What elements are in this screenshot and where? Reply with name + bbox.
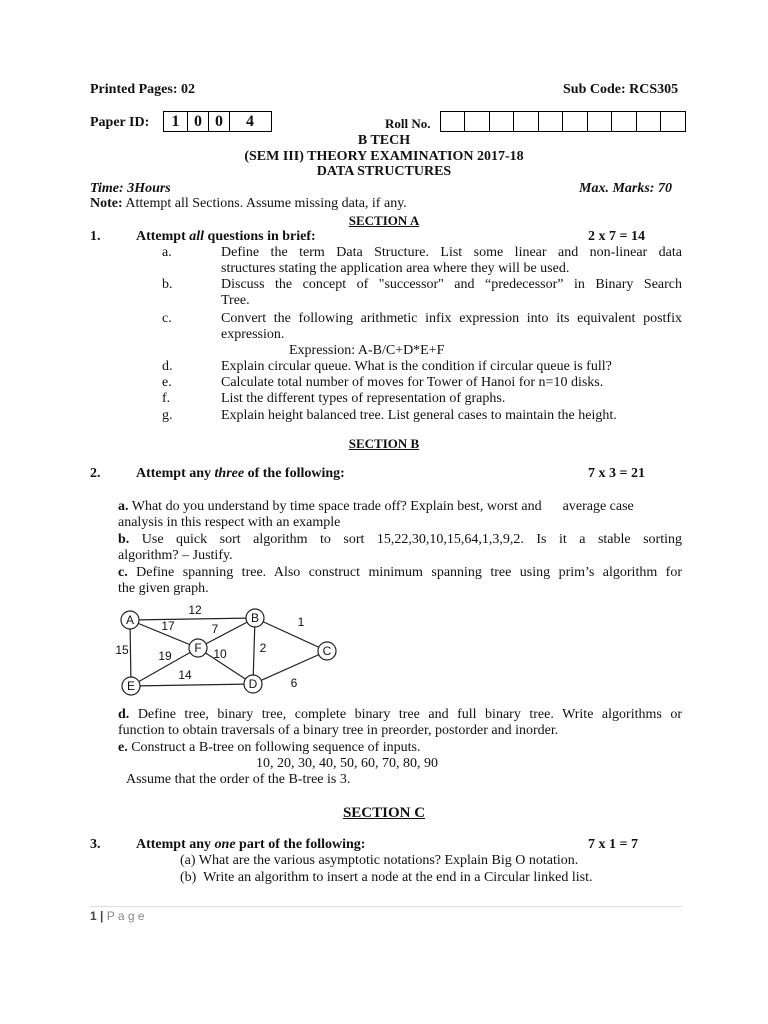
node-label: F [194,641,202,655]
section-b-heading: SECTION B [348,436,420,451]
q-text: questions in brief: [204,229,316,244]
paper-id-digit: 4 [246,113,254,130]
part-option: (a) What are the various asymptotic notations? Explain Big O notation. [180,853,579,868]
roll-no-cell[interactable] [514,112,539,131]
part-option: (b) Write an algorithm to insert a node at the end in a Circular linked list. [180,870,593,885]
part-text: Define tree, binary tree, complete binary tree and full binary tree. Write algorithms or [129,707,682,722]
edge-weight-label: 7 [211,622,219,636]
item-label: g. [162,408,173,423]
exam-title: (SEM III) THEORY EXAMINATION 2017-18 [244,149,524,164]
edge-a-b [130,618,255,620]
weighted-graph-diagram [110,598,350,700]
question-number: 1. [90,229,101,244]
item-label: b. [162,277,173,292]
part-text: Define spanning tree. Also construct minimum spanning tree using prim’s algorithm for [127,565,682,580]
roll-no-cell[interactable] [441,112,465,131]
roll-no-cell[interactable] [563,112,588,131]
item-text: Convert the following arithmetic infix expression into its equivalent postfix [221,311,682,326]
node-label: C [322,644,332,658]
node-label: E [126,679,136,693]
expression: Expression: A-B/C+D*E+F [289,343,445,358]
part-label: d. [118,707,130,722]
max-marks: Max. Marks: 70 [579,181,672,196]
note-label: Note: [90,196,123,211]
question-instruction [136,229,316,245]
roll-no-cell[interactable] [539,112,563,131]
roll-no-cell[interactable] [612,112,637,131]
q-text: Attempt any [136,466,215,481]
item-label: c. [162,311,172,326]
question-marks: 7 x 1 = 7 [588,837,638,852]
question-number: 2. [90,466,101,481]
part-b [118,532,682,548]
note-text: Attempt all Sections. Assume missing data, if any. [122,196,407,211]
part-a [118,499,634,515]
edge-e-d [131,684,253,686]
edge-a-e [130,620,131,686]
page-footer [90,909,145,923]
part-label: e. [118,740,128,755]
item-text: Define the term Data Structure. List some linear and non-linear data [221,245,682,260]
roll-no-cell[interactable] [465,112,490,131]
question-marks: 2 x 7 = 14 [588,229,645,244]
q-emphasis: three [214,466,245,481]
question-instruction [136,466,345,482]
paper-id-digit: 0 [209,112,230,131]
part-c [118,565,682,581]
part-label: c. [118,565,128,580]
part-text: Use quick sort algorithm to sort 15,22,30,10,15,64,1,3,9,2. Is it a stable sorting [129,532,682,547]
edge-b-d [253,618,255,684]
time-allowed: Time: 3Hours [90,181,171,196]
instructions-note [90,196,407,212]
paper-id-box [163,111,272,132]
item-text: Explain height balanced tree. List general cases to maintain the height. [221,408,617,423]
course-title: B TECH [357,133,411,148]
question-marks: 7 x 3 = 21 [588,466,645,481]
roll-no-cell[interactable] [637,112,661,131]
q-text: Attempt any [136,837,215,852]
edge-weight-label: 17 [161,619,175,633]
part-label: b. [118,532,130,547]
part-b-cont: algorithm? – Justify. [118,548,233,563]
part-label: a. [118,499,129,514]
input-sequence: 10, 20, 30, 40, 50, 60, 70, 80, 90 [256,756,438,771]
roll-no-cell[interactable] [661,112,685,131]
roll-no-box[interactable] [440,111,686,132]
item-label: d. [162,359,173,374]
roll-no-cell[interactable] [490,112,514,131]
q-text: part of the following: [235,837,366,852]
page-number: 1 [90,909,97,923]
paper-id-digit: 1 [164,112,188,131]
edge-weight-label: 1 [297,615,305,629]
roll-no-cell[interactable] [588,112,612,131]
btree-order-note: Assume that the order of the B-tree is 3. [126,772,351,787]
edge-weight-label: 2 [259,641,267,655]
part-e [118,740,421,756]
section-c-heading: SECTION C [342,805,426,821]
q-emphasis: all [189,229,205,244]
item-label: f. [162,391,171,406]
node-label: A [125,613,135,627]
q-text: Attempt [136,229,190,244]
subject-title: DATA STRUCTURES [316,164,452,179]
question-instruction [136,837,365,853]
part-text: Construct a B-tree on following sequence of inputs. [127,740,421,755]
paper-id-label: Paper ID: [90,115,150,130]
paper-id-digit: 0 [188,112,209,131]
node-label: D [248,677,258,691]
edge-weight-label: 15 [115,643,129,657]
edge-weight-label: 12 [188,603,202,617]
roll-no-label: Roll No. [385,116,431,131]
q-emphasis: one [214,837,236,852]
item-text: Discuss the concept of "successor" and “predecessor” in Binary Search [221,277,682,292]
part-a-cont: analysis in this respect with an example [118,515,341,530]
part-d-cont: function to obtain traversals of a binary tree in preorder, postorder and inorder. [118,723,559,738]
section-a-heading: SECTION A [348,213,420,228]
question-number: 3. [90,837,101,852]
node-label: B [250,611,260,625]
edge-f-b [198,618,255,648]
item-text: Calculate total number of moves for Tower of Hanoi for n=10 disks. [221,375,604,390]
page-word: P a g e [106,909,145,923]
item-text: expression. [221,327,285,342]
footer-divider [90,906,682,907]
page-separator: | [96,909,107,923]
edge-weight-label: 19 [158,649,172,663]
item-label: a. [162,245,172,260]
item-text: Tree. [221,293,250,308]
item-text: List the different types of representation of graphs. [221,391,506,406]
part-c-cont: the given graph. [118,581,209,596]
item-text: structures stating the application area where they will be used. [221,261,570,276]
subject-code: Sub Code: RCS305 [563,82,679,97]
edge-weight-label: 14 [178,668,192,682]
part-text: What do you understand by time space trade off? Explain best, worst and average case [128,499,634,514]
item-label: e. [162,375,172,390]
edge-weight-label: 6 [290,676,298,690]
printed-pages: Printed Pages: 02 [90,82,195,97]
item-text: Explain circular queue. What is the condition if circular queue is full? [221,359,612,374]
part-d [118,707,682,723]
q-text: of the following: [244,466,345,481]
edge-weight-label: 10 [213,647,227,661]
